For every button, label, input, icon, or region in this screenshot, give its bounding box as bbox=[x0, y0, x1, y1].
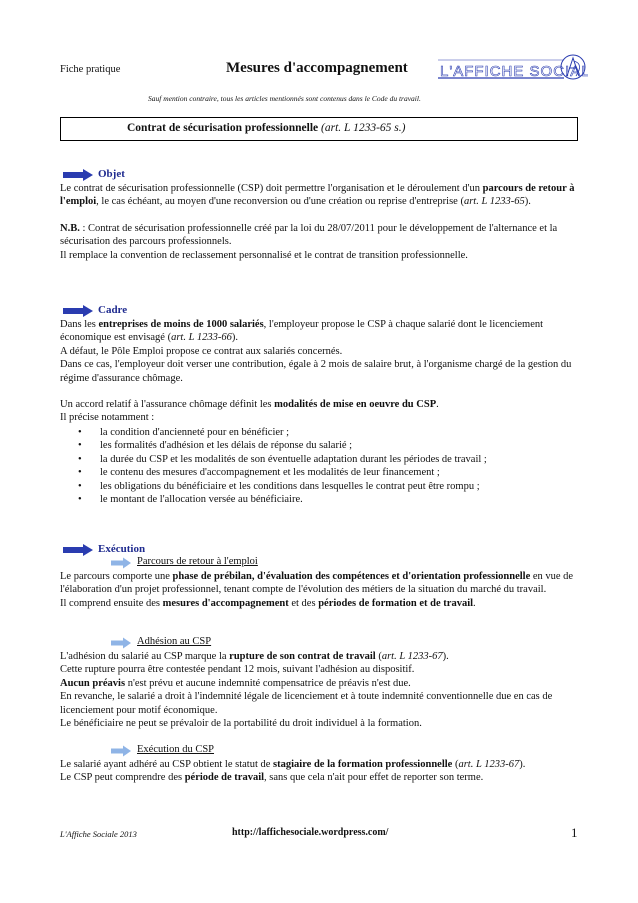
arrow-right-icon bbox=[110, 557, 132, 569]
objet-paragraph-1 bbox=[60, 182, 580, 209]
text-run: Dans ce cas, l'employeur doit verser une contribution, égale à 2 mois de salaire brut, à l'organisme chargé de la gestion du régime d'assurance chômage. bbox=[60, 359, 572, 384]
bold-run: entreprises de moins de 1000 salariés bbox=[98, 319, 264, 330]
section-title-box bbox=[60, 117, 578, 141]
bold-run: mesures d'accompagnement bbox=[162, 597, 289, 609]
cadre-paragraph-1 bbox=[60, 318, 580, 345]
objet-body bbox=[60, 182, 580, 262]
text-run: Le bénéficiaire ne peut se prévaloir de la portabilité du droit individuel à la formation. bbox=[60, 718, 422, 730]
text-run: ). bbox=[442, 651, 449, 662]
subsection-heading-label: Adhésion au CSP bbox=[137, 636, 212, 647]
parcours-paragraph-1 bbox=[60, 570, 580, 597]
text-run: . bbox=[473, 597, 476, 609]
text-run: L'adhésion du salarié au CSP marque la bbox=[60, 651, 230, 662]
text-run: En revanche, le salarié a droit à l'indemnité légale de licenciement et à toute indemnité conventionnelle due en cas de licenciement pour motif économique. bbox=[60, 691, 553, 716]
page-title: Mesures d'accompagnement bbox=[226, 60, 408, 76]
text-run: A défaut, le Pôle Emploi propose ce contrat aux salariés concernés. bbox=[60, 345, 343, 357]
bold-run: Aucun préavis bbox=[60, 677, 126, 689]
section-heading-label: Cadre bbox=[98, 304, 128, 316]
text-run: n'est prévu et aucune indemnité compensatrice de préavis n'est due. bbox=[125, 677, 411, 689]
bold-run: stagiaire de la formation professionnelle bbox=[273, 759, 453, 770]
parcours-paragraph-2 bbox=[60, 597, 580, 610]
execution-csp-paragraph-2 bbox=[60, 771, 580, 784]
text-run: Le salarié ayant adhéré au CSP obtient le statut de bbox=[60, 759, 274, 770]
execution-csp-body bbox=[60, 758, 580, 785]
text-run: Il précise notamment : bbox=[60, 412, 155, 424]
bold-run: phase de prébilan, d'évaluation des compétences et d'orientation professionnelle bbox=[172, 571, 531, 582]
text-run: , sans que cela n'ait pour effet de reporter son terme. bbox=[264, 772, 484, 784]
cadre-body bbox=[60, 318, 580, 425]
text-run: ). bbox=[524, 196, 531, 208]
bold-run: rupture de son contrat de travail bbox=[229, 651, 376, 662]
objet-paragraph-3 bbox=[60, 249, 580, 262]
text-run: Il comprend ensuite des bbox=[60, 597, 163, 609]
cadre-paragraph-4 bbox=[60, 398, 580, 411]
adhesion-paragraph-4 bbox=[60, 690, 580, 717]
text-run: et des bbox=[288, 597, 319, 609]
laffiche-sociale-logo bbox=[436, 50, 588, 90]
list-item: • le contenu des mesures d'accompagnement et les modalités de leur financement ; bbox=[60, 466, 580, 479]
cadre-paragraph-2 bbox=[60, 345, 580, 358]
arrow-right-icon bbox=[62, 543, 94, 557]
article-reference: art. L 1233-67 bbox=[381, 651, 443, 662]
document-category: Fiche pratique bbox=[60, 64, 121, 75]
list-item: • la condition d'ancienneté pour en bénéficier ; bbox=[60, 426, 580, 439]
section-heading-label: Objet bbox=[98, 168, 125, 180]
arrow-right-icon bbox=[110, 745, 132, 757]
text-run: Le contrat de sécurisation professionnelle (CSP) doit permettre l'organisation et le déroulement d'un bbox=[60, 183, 483, 194]
text-run: ( bbox=[452, 759, 459, 770]
bold-run: parcours de retour à l'emploi bbox=[60, 183, 575, 208]
text-run: : Contrat de sécurisation professionnelle créé par la loi du 28/07/2011 pour le développement de l'alternance et la sécurisation des parcours professionnels. bbox=[60, 222, 558, 248]
cadre-paragraph-5 bbox=[60, 411, 580, 424]
text-run: Le CSP peut comprendre des bbox=[60, 772, 185, 784]
text-run: Dans les bbox=[60, 319, 99, 330]
list-item: • la durée du CSP et les modalités de son éventuelle adaptation durant les périodes de travail ; bbox=[60, 453, 580, 466]
bold-run: N.B. bbox=[60, 222, 80, 234]
objet-nb-paragraph bbox=[60, 222, 580, 249]
arrow-right-icon bbox=[110, 637, 132, 649]
bold-run: modalités de mise en oeuvre du CSP bbox=[274, 399, 437, 411]
bold-run: périodes de formation et de travail bbox=[318, 597, 474, 609]
text-run: en vue de l'élaboration d'un projet professionnel, tenant compte de l'évolution des métiers de la situation du marché du travail. bbox=[60, 571, 574, 596]
parcours-body bbox=[60, 570, 580, 610]
box-ref: (art. L 1233-65 s.) bbox=[321, 122, 406, 134]
arrow-right-icon bbox=[62, 304, 94, 318]
text-run: ). bbox=[519, 759, 526, 770]
arrow-right-icon bbox=[62, 168, 94, 182]
article-reference: art. L 1233-65 bbox=[463, 196, 525, 208]
cadre-paragraph-3 bbox=[60, 358, 580, 385]
adhesion-paragraph-2 bbox=[60, 663, 580, 676]
adhesion-body bbox=[60, 650, 580, 730]
list-item: • les formalités d'adhésion et les délais de réponse du salarié ; bbox=[60, 439, 580, 452]
subsection-heading-label: Exécution du CSP bbox=[137, 744, 215, 755]
text-run: Il remplace la convention de reclassement personnalisé et le contrat de transition professionnelle. bbox=[60, 249, 468, 261]
adhesion-paragraph-3 bbox=[60, 677, 580, 690]
subsection-heading-label: Parcours de retour à l'emploi bbox=[137, 556, 258, 567]
bold-run: période de travail bbox=[184, 772, 265, 784]
article-reference: art. L 1233-66 bbox=[171, 332, 232, 344]
footer-copyright: L'Affiche Sociale 2013 bbox=[60, 829, 137, 839]
text-run: Le parcours comporte une bbox=[60, 571, 173, 582]
text-run: ). bbox=[231, 332, 238, 344]
footer-url-link[interactable]: http://laffichesociale.wordpress.com/ bbox=[232, 827, 389, 838]
section-heading-label: Exécution bbox=[98, 543, 146, 555]
text-run: , l'employeur propose le CSP à chaque salarié dont le licenciement économique est envisagé ( bbox=[60, 319, 544, 344]
page-number: 1 bbox=[571, 825, 578, 840]
execution-csp-paragraph-1 bbox=[60, 758, 580, 771]
header-note: Sauf mention contraire, tous les articles mentionnés sont contenus dans le Code du travail. bbox=[148, 94, 421, 103]
adhesion-paragraph-1 bbox=[60, 650, 580, 663]
text-run: Cette rupture pourra être contestée pendant 12 mois, suivant l'adhésion au dispositif. bbox=[60, 664, 415, 676]
box-title: Contrat de sécurisation professionnelle bbox=[127, 122, 319, 134]
cadre-bullet-list bbox=[60, 426, 580, 506]
adhesion-paragraph-5 bbox=[60, 717, 580, 730]
list-item: • les obligations du bénéficiaire et les conditions dans lesquelles le contrat peut être rompu ; bbox=[60, 480, 580, 493]
text-run: ( bbox=[375, 651, 382, 662]
text-run: Un accord relatif à l'assurance chômage définit les bbox=[60, 399, 275, 411]
list-item: • le montant de l'allocation versée au bénéficiaire. bbox=[60, 493, 580, 506]
text-run: , le cas échéant, au moyen d'une reconversion ou d'une création ou reprise d'entreprise ( bbox=[96, 196, 464, 208]
article-reference: art. L 1233-67 bbox=[458, 759, 520, 770]
logo-text: L'AFFICHE SOCIALE bbox=[440, 63, 588, 80]
text-run: . bbox=[436, 399, 439, 411]
